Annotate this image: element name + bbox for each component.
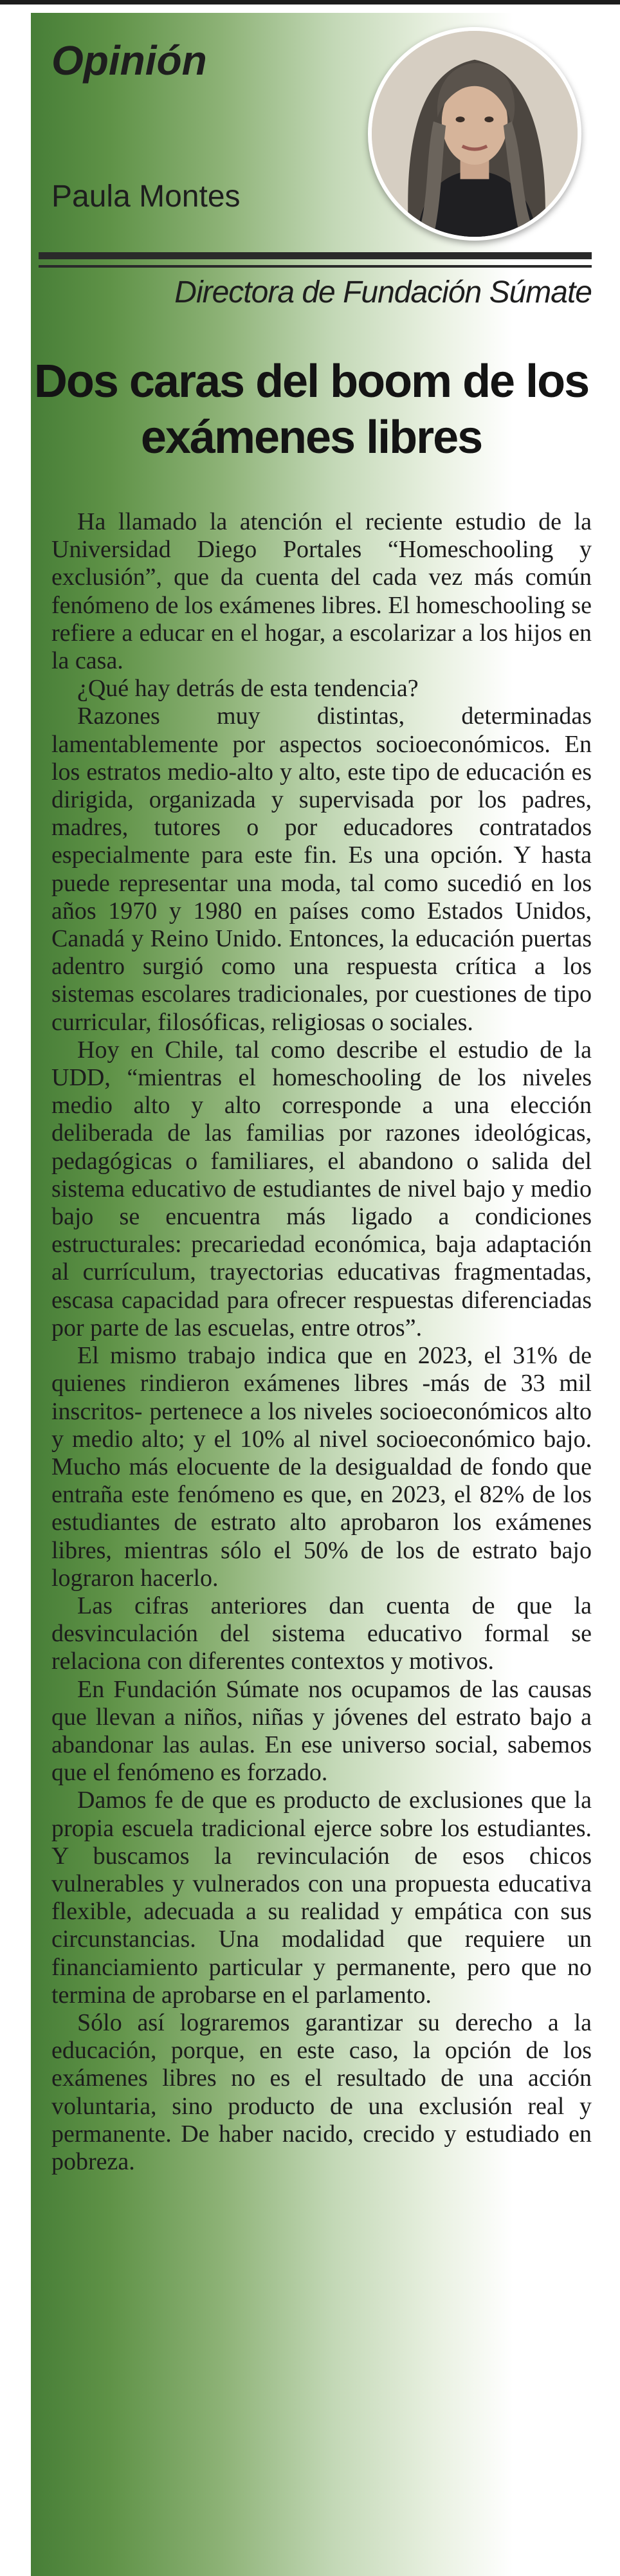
article-paragraph: En Fundación Súmate nos ocupamos de las causas que llevan a niños, niñas y jóvenes del estrato bajo a abandonar las aulas. En ese universo social, sabemos que el fenómeno es forzado. <box>51 1675 592 1787</box>
article-paragraph: Damos fe de que es producto de exclusiones que la propia escuela tradicional ejerce sobre los estudiantes. Y buscamos la revinculación de esos chicos vulnerables y vulnerados con una propuesta educativa flexible, adecuada a su realidad y empática con sus circunstancias. Una modalidad que requiere un financiamiento particular y permanente, pero que no termina de aprobarse en el parlamento. <box>51 1787 592 2009</box>
article-paragraph: Sólo así lograremos garantizar su derecho a la educación, porque, en este caso, la opción de los exámenes libres no es el resultado de una acción voluntaria, sino producto de una exclusión real y permanente. De haber nacido, crecido y estudiado en pobreza. <box>51 2009 592 2175</box>
article-paragraph: ¿Qué hay detrás de esta tendencia? <box>77 675 419 703</box>
top-rule <box>0 0 620 5</box>
portrait-photo-icon <box>372 31 578 237</box>
author-role: Directora de Fundación Súmate <box>174 275 592 309</box>
article-body <box>51 508 592 2176</box>
author-portrait <box>368 27 581 241</box>
article-paragraph: El mismo trabajo indica que en 2023, el 31% de quienes rindieron exámenes libres -más de 33 mil inscritos- pertenece a los niveles socioeconómicos alto y medio alto; y el 10% al nivel socioeconómico bajo. Mucho más elocuente de la desigualdad de fondo que entraña este fenómeno es que, en 2023, el 82% de los estudiantes de estrato alto aprobaron los exámenes libres, mientras sólo el 50% de los de estrato bajo lograron hacerlo. <box>51 1342 592 1592</box>
article-title: Dos caras del boom de los exámenes libres <box>33 356 589 463</box>
article-paragraph: Hoy en Chile, tal como describe el estudio de la UDD, “mientras el homeschooling de los niveles medio alto y alto corresponde a una elección deliberada de las familias por razones ideológicas, pedagógicas o familiares, el abandono o salida del sistema educativo de estudiantes de nivel bajo y medio bajo se encuentra más ligado a condiciones estructurales: precariedad económica, baja adaptación al currículum, trayectorias educativas fragmentadas, escasa capacidad para ofrecer respuestas diferenciadas por parte de las escuelas, entre otros”. <box>51 1036 592 1341</box>
article-paragraph: Ha llamado la atención el reciente estudio de la Universidad Diego Portales “Homeschooling y exclusión”, que da cuenta del cada vez más común fenómeno de los exámenes libres. El homeschooling se refiere a educar en el hogar, a escolarizar a los hijos en la casa. <box>51 508 592 675</box>
author-name: Paula Montes <box>51 179 241 214</box>
header-rule-thick <box>39 252 592 259</box>
header-rule-thin <box>39 265 592 268</box>
article-paragraph: Razones muy distintas, determinadas lamentablemente por aspectos socioeconómicos. En los estratos medio-alto y alto, este tipo de educación es dirigida, organizada y supervisada por los padres, madres, tutores o por educadores contratados especialmente para este fin. Es una opción. Y hasta puede representar una moda, tal como sucedió en los años 1970 y 1980 en países como Estados Unidos, Canadá y Reino Unido. Entonces, la educación puertas adentro surgió como una respuesta crítica a los sistemas escolares tradicionales, por cuestiones de tipo curricular, filosóficas, religiosas o sociales. <box>51 703 592 1036</box>
section-label: Opinión <box>51 37 207 84</box>
opinion-panel <box>31 13 592 2576</box>
article-paragraph: Las cifras anteriores dan cuenta de que la desvinculación del sistema educativo formal se relaciona con diferentes contextos y motivos. <box>51 1592 592 1675</box>
